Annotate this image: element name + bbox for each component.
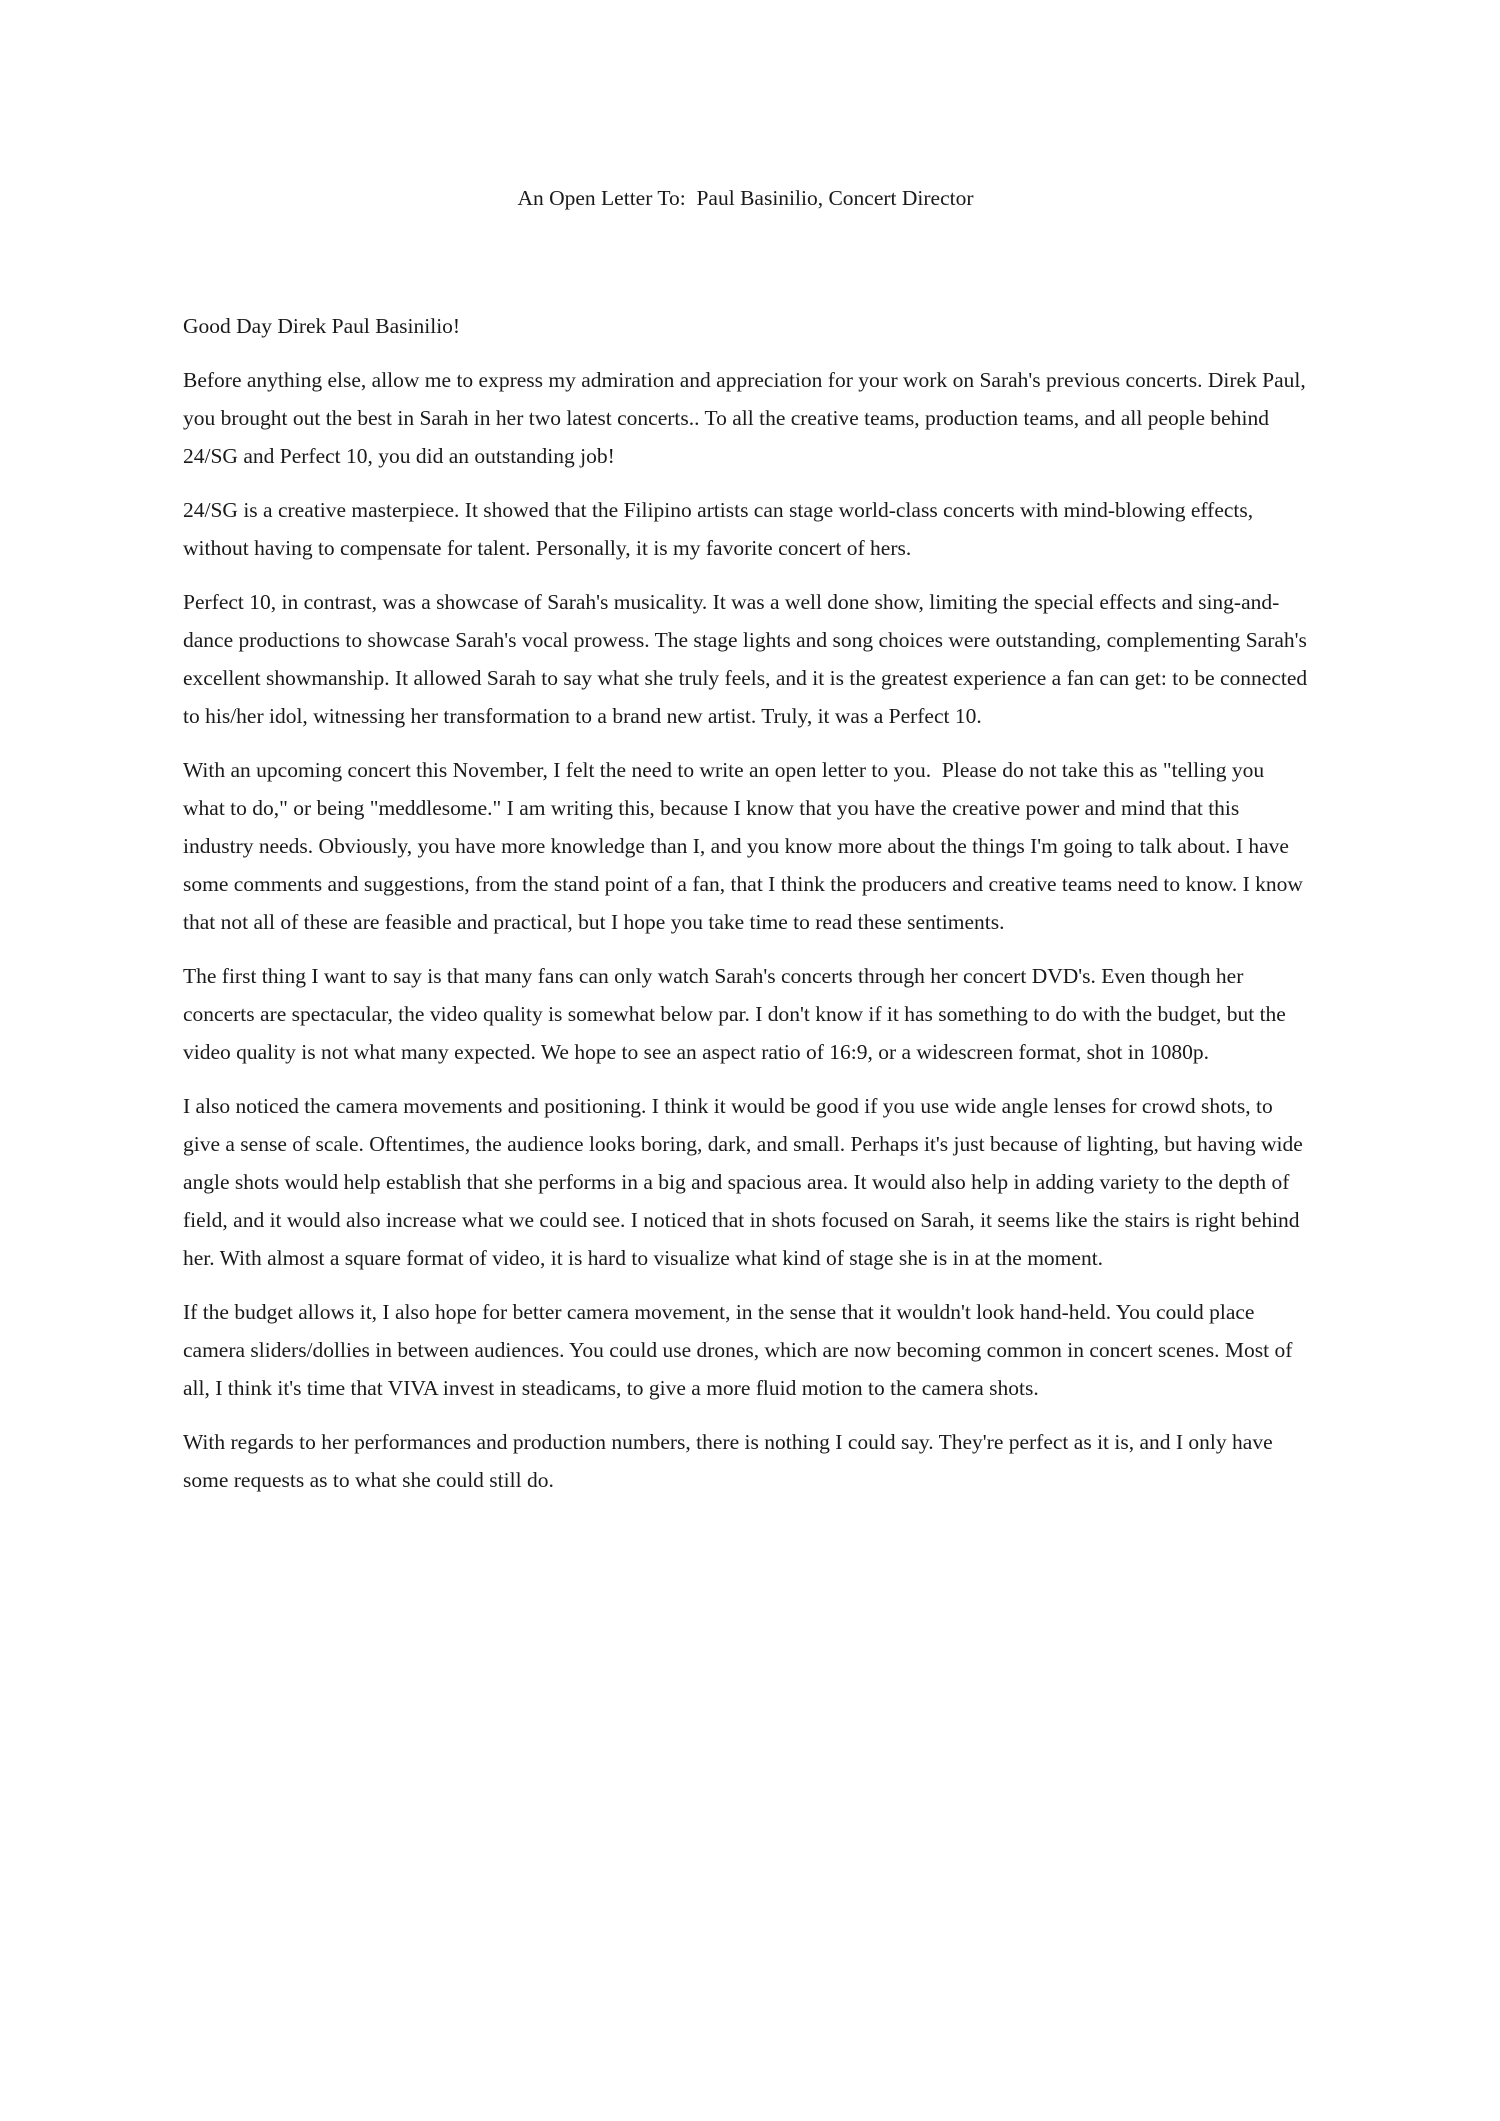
paragraph-performances: With regards to her performances and production numbers, there is nothing I could say. They're perfect as it is, and I only have some requests as to what she could still do.: [183, 1430, 1278, 1492]
letter-title: An Open Letter To: Paul Basinilio, Concert Director: [517, 186, 974, 210]
paragraph-camera-movements: I also noticed the camera movements and positioning. I think it would be good if you use wide angle lenses for crowd shots, to give a sense of scale. Oftentimes, the audience looks boring, dark, and small. Perhaps it's just because of lighting, but having wide angle shots would help establish that she performs in a big and spacious area. It would also help in adding variety to the depth of field, and it would also increase what we could see. I noticed that in shots focused on Sarah, it seems like the stairs is right behind her. With almost a square format of video, it is hard to visualize what kind of stage she is in at the moment.: [183, 1094, 1309, 1270]
paragraph-upcoming-concert: With an upcoming concert this November, I felt the need to write an open letter to you. Please do not take this as "telling you what to do," or being "meddlesome." I am writing this, because I know that you have the creative power and mind that this industry needs. Obviously, you have more knowledge than I, and you know more about the things I'm going to talk about. I have some comments and suggestions, from the stand point of a fan, that I think the producers and creative teams need to know. I know that not all of these are feasible and practical, but I hope you take time to read these sentiments.: [183, 758, 1309, 934]
paragraph-perfect10: Perfect 10, in contrast, was a showcase of Sarah's musicality. It was a well done show, limiting the special effects and sing-and-dance productions to showcase Sarah's vocal prowess. The stage lights and song choices were outstanding, complementing Sarah's excellent showmanship. It allowed Sarah to say what she truly feels, and it is the greatest experience a fan can get: to be connected to his/her idol, witnessing her transformation to a brand new artist. Truly, it was a Perfect 10.: [183, 590, 1313, 728]
paragraph-appreciation: Before anything else, allow me to express my admiration and appreciation for your work on Sarah's previous concerts. Direk Paul, you brought out the best in Sarah in her two latest concerts.. To all the creative teams, production teams, and all people behind 24/SG and Perfect 10, you did an outstanding job!: [183, 368, 1312, 468]
paragraph-greeting: Good Day Direk Paul Basinilio!: [183, 314, 461, 338]
paragraph-video-quality: The first thing I want to say is that many fans can only watch Sarah's concerts through her concert DVD's. Even though her concerts are spectacular, the video quality is somewhat below par. I don't know if it has something to do with the budget, but the video quality is not what many expected. We hope to see an aspect ratio of 16:9, or a widescreen format, shot in 1080p.: [183, 964, 1292, 1064]
paragraph-24sg: 24/SG is a creative masterpiece. It showed that the Filipino artists can stage world-class concerts with mind-blowing effects, without having to compensate for talent. Personally, it is my favorite concert of hers.: [183, 498, 1259, 560]
paragraph-camera-equipment: If the budget allows it, I also hope for better camera movement, in the sense that it wouldn't look hand-held. You could place camera sliders/dollies in between audiences. You could use drones, which are now becoming common in concert scenes. Most of all, I think it's time that VIVA invest in steadicams, to give a more fluid motion to the camera shots.: [183, 1300, 1298, 1400]
